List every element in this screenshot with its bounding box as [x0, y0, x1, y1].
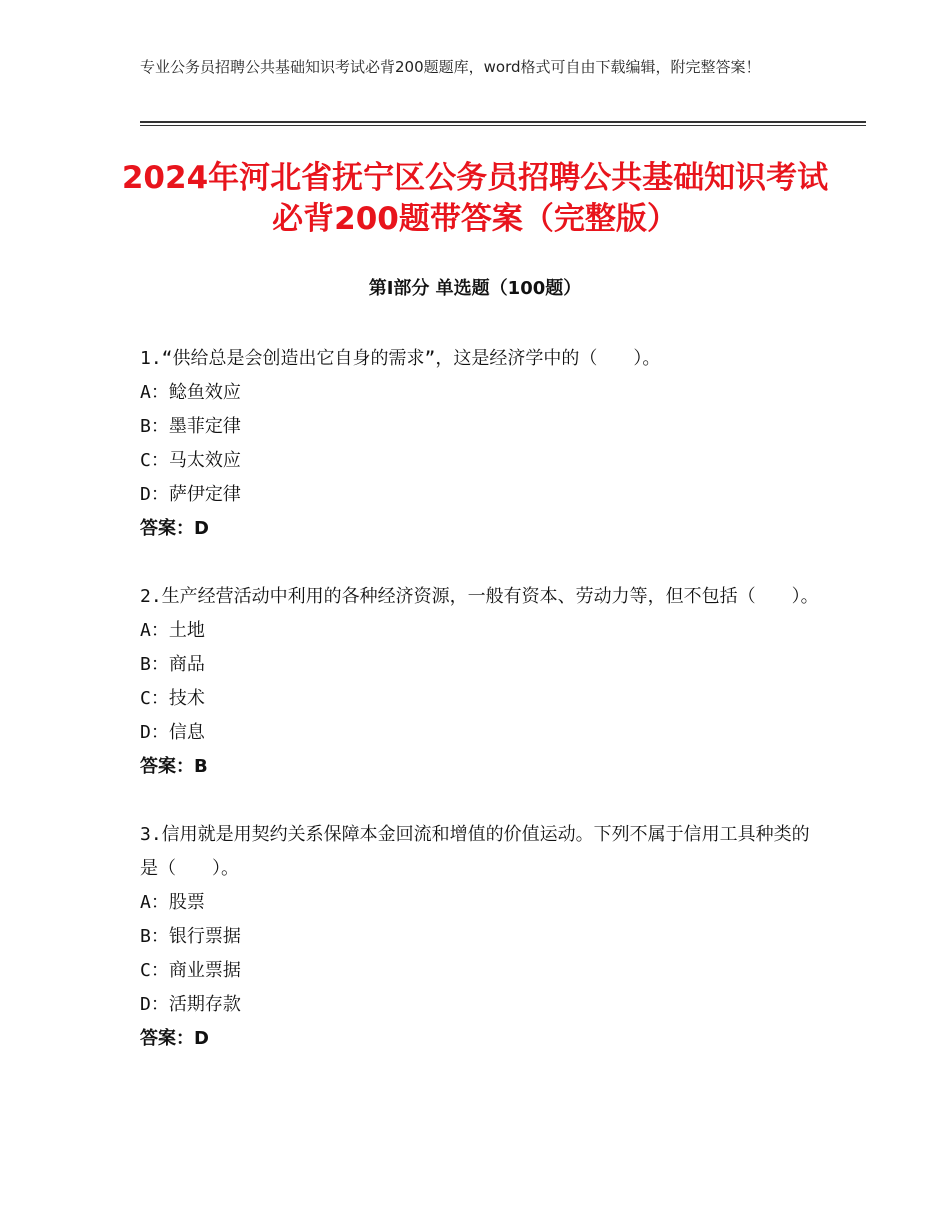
question-list: [140, 342, 820, 1090]
option-c: C：商业票据: [140, 960, 241, 981]
option-d: D：活期存款: [140, 994, 241, 1015]
option-b: B：商品: [140, 654, 205, 675]
option-a: A：土地: [140, 620, 205, 641]
question-2: [140, 580, 820, 784]
answer: 答案：B: [140, 756, 208, 777]
question-1: [140, 342, 820, 546]
option-a: A：股票: [140, 892, 205, 913]
option-c: C：技术: [140, 688, 205, 709]
document-title: 2024年河北省抚宁区公务员招聘公共基础知识考试必背200题带答案（完整版）: [121, 160, 829, 237]
header-note: 专业公务员招聘公共基础知识考试必背200题题库，word格式可自由下载编辑，附完整答案！: [140, 58, 761, 76]
question-stem: 1.“供给总是会创造出它自身的需求”，这是经济学中的（ ）。: [140, 348, 661, 369]
header-rule-thick: [140, 121, 866, 123]
header-rule-thin: [140, 125, 866, 126]
option-b: B：墨菲定律: [140, 416, 241, 437]
option-c: C：马太效应: [140, 450, 241, 471]
question-stem: 3.信用就是用契约关系保障本金回流和增值的价值运动。下列不属于信用工具种类的是（ ）。: [140, 824, 810, 879]
option-b: B：银行票据: [140, 926, 241, 947]
option-d: D：信息: [140, 722, 205, 743]
question-3: [140, 818, 820, 1056]
answer: 答案：D: [140, 518, 209, 539]
answer: 答案：D: [140, 1028, 209, 1049]
option-a: A：鲶鱼效应: [140, 382, 241, 403]
question-stem: 2.生产经营活动中利用的各种经济资源，一般有资本、劳动力等，但不包括（ ）。: [140, 586, 819, 607]
option-d: D：萨伊定律: [140, 484, 241, 505]
section-title: 第Ⅰ部分 单选题（100题）: [368, 278, 582, 299]
